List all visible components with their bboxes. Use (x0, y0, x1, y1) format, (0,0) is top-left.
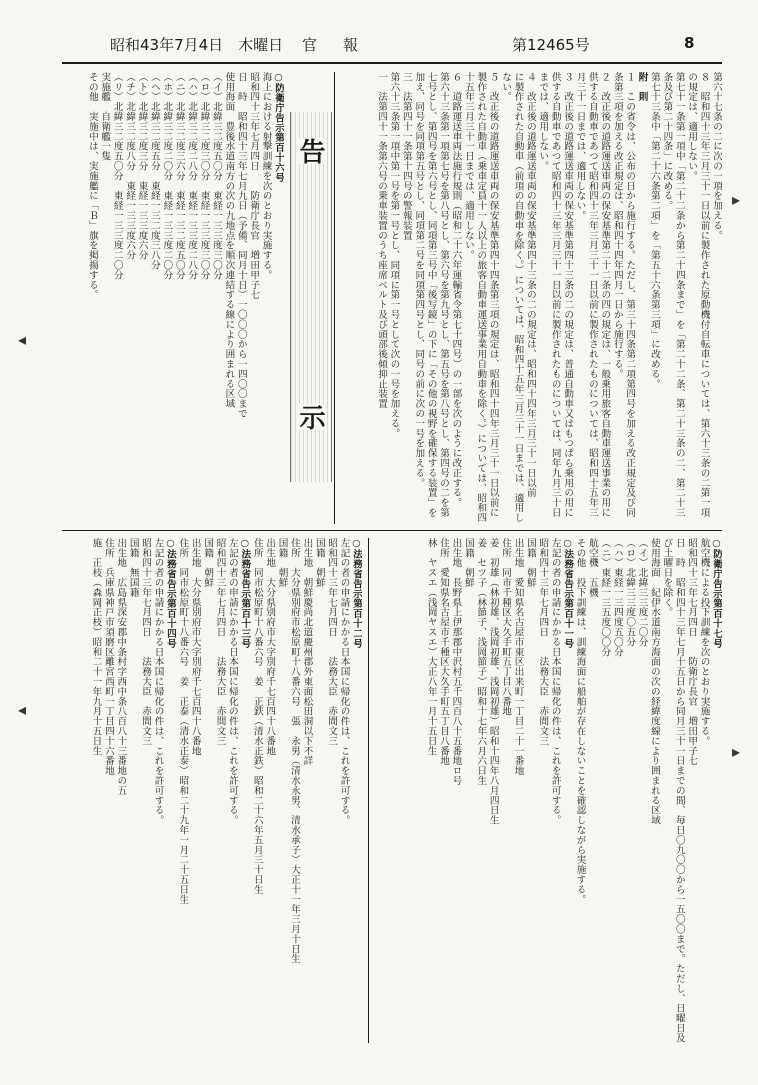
text-line: 施 正枝（森岡正枝）昭和二十一年九月十五日生 (90, 538, 102, 756)
text-line: 住所 同市松原町十八番六号 姜 正鉄（清水正鉄）昭和二十六年五月三十日生 (251, 538, 263, 895)
binding-mark-icon: ▸ (732, 190, 741, 209)
text-line: ８ 昭和四十三年三月三十一日以前に製作された原動機付自転車については、第六十三条の二第一項の規定は、適用しない。 (686, 72, 710, 518)
text-line: 昭和四十三年七月四日 法務大臣 赤間文三 (537, 538, 549, 746)
text-line: 昭和四十三年七月四日 法務大臣 赤間文三 (140, 538, 152, 746)
text-line: 第七十三条中「第二十六条第二項」を「第五十六条第三項」に改める。 (648, 72, 660, 389)
text-line: 日 時 昭和四十三年七月十五日から同月三十一日までの間、毎日〇九〇〇から一五〇〇まで。ただし、日曜日及び土曜日を除く。 (661, 538, 685, 1043)
text-line: 出生地 広島県深安郡中条村字西中条八百八十三番地の五 (115, 538, 127, 796)
text-line: その他 実施中は、実施艦に「Ｂ」旗を掲揚する。 (86, 72, 98, 300)
text-line: 国籍 無国籍 (127, 538, 139, 598)
text-line: （ニ）東経一三五度〇〇分 (599, 538, 611, 657)
text-line: １ この省令は、公布の日から施行する。ただし、第三十四条第二項第四号を加える改正規定及び同条第三項を加える改正規定は、昭和四十四年四月一日から施行する。 (611, 72, 636, 518)
text-line: 使用海面 豊後水道南方の次の九地点を順次連結する線により囲まれる区域 (223, 72, 235, 409)
text-line: 住所 同市松原町十八番六号 姜 正泰（清水正泰）昭和二十九年一月二十五日生 (177, 538, 189, 905)
text-line: 姜 初雄（林初雄、浅岡初雄、浅岡初雄）昭和十四年八月四日生 (487, 538, 499, 826)
text-line: （ロ）北緯三二度三〇分 東経一三三度三〇分 (198, 72, 210, 280)
text-line: 海上における射撃訓練を次のとおり実施する。 (260, 72, 272, 280)
text-line: 第六十三条第一項第七号を第八号とし、第六号を第九号とし、第五号を第八号とし、第四号の二を第七号とし、第四号を第六号とし、同項第三号中「後写鏡」の下に「その他の視野を確保する装置」を加え、同号を同項第五号とし、同項第二号を同項第四号とし、同号の前に次の一号を加える。 (413, 72, 450, 518)
text-line: に製作された自動車（前項の自動車を除く。）については、昭和四十五年三月三十一日までは、適用しない。 (500, 72, 524, 523)
text-line: 左記の者の申請にかかる日本国に帰化の件は、これを許可する。 (226, 538, 238, 826)
text-line: （リ）北緯三二度五〇分 東経一三三度二〇分 (111, 72, 123, 280)
column-divider (334, 72, 335, 524)
text-line: ４ 改正後の道路運送車両の保安基準第四十三条の二の規定は、昭和四十四年三月三十一日以前 (524, 72, 536, 498)
text-line: 左記の者の申請にかかる日本国に帰化の件は、これを許可する。 (338, 538, 350, 826)
text-line: 左記の者の申請にかかる日本国に帰化の件は、これを許可する。 (549, 538, 561, 826)
text-line: 住所 大分県別府市松原町十八番六号 張 永男（清水永男、清水承子）大正十一年三月十日生 (288, 538, 300, 964)
text-line: 出生地 朝鮮慶尚北道慶州郡外東面松田洞以下不詳 (301, 538, 313, 766)
notice-heading-top: 告 (295, 138, 325, 164)
text-line: （イ）北緯三三度二〇分 (636, 538, 648, 647)
text-line: 住所 兵庫県神戸市須磨区離宮西町一丁目四十六番地 (102, 538, 114, 776)
text-line: 出生地 長野県上伊那郡中沢村五千四百八十五番地ロ号 (450, 538, 462, 786)
text-line: ５ 改正後の道路運送車両の保安基準第四十四条第三項の規定は、昭和四十四年三月三十一日以前に製作された自動車（乗車定員十一人以上の旅客自動車運送事業用自動車を除く。）については、昭和四十五年三月三十一日までは、適用しない。 (462, 72, 499, 523)
text-line: （ロ）北緯三三度〇五分 (624, 538, 636, 647)
text-line: 一 法第四十一条第六号の乗車装置のうち座席ベルト及び頭部後傾抑止装置 (376, 72, 388, 409)
text-line: ２ 改正後の道路運送車両の保安基準第二十二条の四の規定は、一般乗用旅客自動車運送事業の用に供する自動車であつて昭和四十三年三月三十一日以前に製作されたものについては、昭和四十五年三月三十一日までは、適用しない。 (574, 72, 611, 518)
text-line: 第七十一条第一項中「第二十二条から第二十四条まで」を「第二十二条、第二十三条の二、第二十三条及び第二十四条」に改める。 (661, 72, 685, 518)
text-line: 第六十七条の二に次の一項を加える。 (711, 72, 722, 241)
text-line: （ホ）北緯三二度二〇分 東経一三三度二〇分 (161, 72, 173, 280)
text-line: 国籍 朝鮮 (524, 538, 536, 588)
text-line: 航空機 五機 (586, 538, 598, 598)
binding-mark-icon: ▸ (732, 742, 741, 761)
text-line: 姜 セツ子（林節子、浅岡節子）昭和十七年六月六日生 (475, 538, 487, 786)
binding-mark-icon: ◂ (18, 330, 27, 349)
text-line: 三 法第四十一条第十四号の警報装置 (400, 72, 412, 241)
defense-and-justice-notices (374, 538, 722, 1043)
text-line: （ハ）東経一三四度五〇分 (611, 538, 623, 657)
row-divider (62, 530, 722, 531)
text-line: （ニ）北緯三二度三六分 東経一三二度五〇分 (173, 72, 185, 280)
text-line: （ハ）北緯三二度二八分 東経一三三度二八分 (186, 72, 198, 280)
text-line: 実施艦 自衛艦一隻 (99, 72, 111, 162)
page-header (62, 28, 722, 64)
binding-mark-icon: ◂ (18, 700, 27, 719)
text-line: 昭和四十三年七月四日 法務大臣 赤間文三 (214, 538, 226, 746)
text-line: （イ）北緯三二度五〇分 東経一三三度三〇分 (210, 72, 222, 280)
issue-date: 昭和43年7月4日 木曜日 (110, 36, 284, 54)
justice-notices (62, 538, 362, 1043)
text-line: 第六十三条第一項中第一号を第一号とし、同項に第一号として次の一号を加える。 (388, 72, 400, 439)
text-line: 出生地 愛知県名古屋市東区出来町一丁目二十一番地 (512, 538, 524, 776)
text-line: 昭和四十三年七月四日 防衛庁長官 増田甲子七 (686, 538, 698, 766)
text-line: 国籍 朝鮮 (462, 538, 474, 588)
text-line: 昭和四十三年七月四日 防衛庁長官 増田甲子七 (248, 72, 260, 300)
column-divider-bottom (368, 538, 369, 1043)
text-line: 使用海面 紀伊水道南方海面の次の経緯度線により囲まれる区域 (648, 538, 660, 826)
text-line: ６ 道路運送車両法施行規則（昭和二十六年運輸省令第七十四号）の一部を次のように改正する。 (450, 72, 462, 508)
issue-number: 第12465号 (512, 36, 590, 54)
text-line: 左記の者の申請にかかる日本国に帰化の件は、これを許可する。 (152, 538, 164, 826)
gazette-title: 官報 (302, 36, 385, 54)
text-line: 航空機による投下訓練を次のとおり実施する。 (698, 538, 710, 746)
text-line: 出生地 大分県別府市大字別府千七百四十八番地 (189, 538, 201, 756)
text-line: （チ）北緯三二度八分 東経一三三度六分 (124, 72, 136, 261)
text-line: ３ 改正後の道路運送車両の保安基準第四十三条の二の規定は、普通自動車又はもつぱら乗用の用に供する自動車であつて昭和四十三年三月三十一日以前に製作されたものについては、同年九月三十日までは、適用しない。 (537, 72, 574, 518)
text-line: 林 ヤスエ（浅岡ヤスエ）大正八年一月十五日生 (425, 538, 437, 756)
text-line: ○防衛庁告示第百十七号 (711, 538, 722, 649)
text-line: 出生地 大分県別府市大字別府千七百四十八番地 (264, 538, 276, 756)
text-line: 住所 愛知県名古屋市千種区大久手町五丁目八番地 (438, 538, 450, 766)
text-line: ○法務省告示第百十二号 (351, 538, 362, 649)
text-line: 昭和四十三年七月四日 法務大臣 赤間文三 (326, 538, 338, 746)
ministry-ordinance-text (340, 72, 722, 524)
text-line: 国籍 朝鮮 (202, 538, 214, 588)
text-line: （ヘ）北緯三二度五分 東経一三二度三八分 (148, 72, 160, 270)
text-line: ○防衛庁告示第百十六号 (273, 72, 284, 183)
defense-notice-116 (62, 72, 284, 524)
page-number: 8 (684, 34, 695, 52)
text-line: ○法務省告示第百十三号 (239, 538, 251, 649)
text-line: 附 則 (636, 72, 648, 102)
text-line: 国籍 朝鮮 (276, 538, 288, 588)
text-line: その他 投下訓練は、訓練海面に船舶が存在しないことを確認しながら実施する。 (574, 538, 586, 905)
text-line: 住所 同市千種区大久手町五丁目八番地 (500, 538, 512, 717)
text-line: ○法務省告示第百十四号 (164, 538, 176, 649)
gazette-page (62, 28, 722, 1058)
text-line: 日 時 昭和四十三年七月九日（予備、同月十日）一〇〇〇から一四〇〇まで (235, 72, 247, 419)
notice-heading-bottom: 示 (295, 404, 325, 430)
text-line: 国籍 朝鮮 (313, 538, 325, 588)
text-line: ○法務省告示第百十一号 (562, 538, 574, 649)
text-line: （ト）北緯三二度三分 東経一三三度六分 (136, 72, 148, 261)
